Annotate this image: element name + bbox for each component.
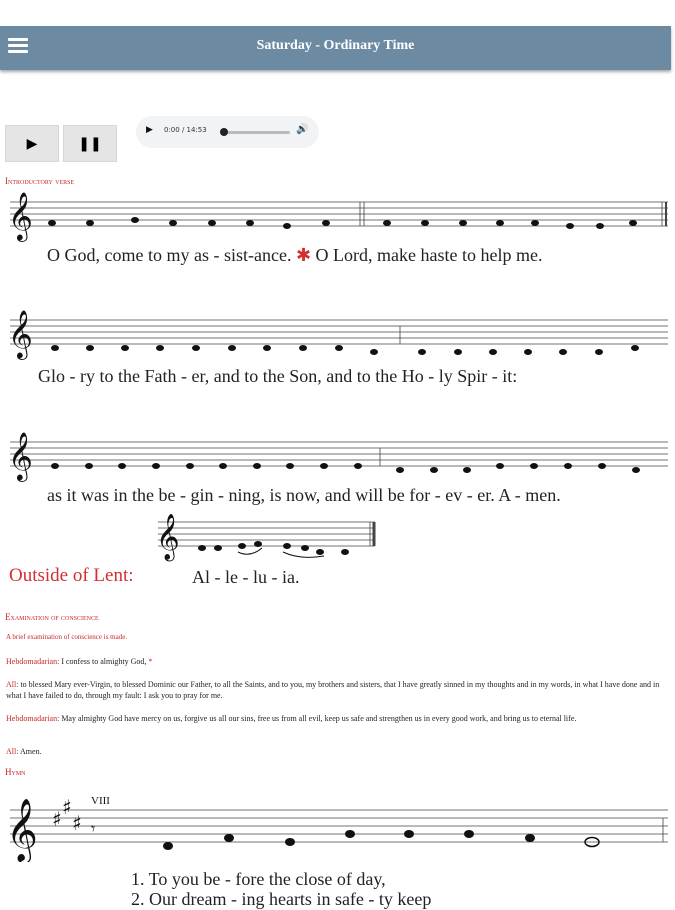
page-title: Saturday - Ordinary Time [256, 38, 415, 53]
confession-text: I confess to almighty God, [61, 657, 147, 666]
music-staff-hymn [0, 790, 675, 862]
lyric-line-1a: O God, come to my as - sist-ance. [47, 245, 292, 265]
lyric-line-1b: O Lord, make haste to help me. [315, 245, 543, 265]
rubric-text: A brief examination of conscience is made. [6, 633, 128, 641]
asterisk-icon: * [148, 657, 153, 666]
lyric-line-1 [47, 245, 542, 266]
audio-play-icon[interactable]: ▶ [146, 125, 153, 135]
audio-seek-thumb[interactable] [220, 128, 228, 136]
treble-clef-icon: 𝄞 [8, 191, 33, 240]
music-staff-1 [0, 190, 675, 250]
speaker-label: Hebdomadarian: [6, 714, 60, 723]
section-label-hymn: Hymn [5, 767, 26, 777]
lyric-line-2: Glo - ry to the Fath - er, and to the Son, and to the Ho - ly Spir - it: [38, 366, 518, 386]
speaker-label: Hebdomadarian: [6, 657, 60, 666]
rest-icon: 𝄾 [91, 819, 96, 838]
treble-clef-icon: 𝄞 [156, 514, 180, 560]
app-bar [0, 26, 671, 70]
pause-button[interactable] [63, 125, 117, 162]
volume-icon[interactable]: 🔊 [296, 124, 309, 135]
sharp-icon: ♯ [52, 807, 62, 831]
asterisk-icon: ✱ [295, 245, 312, 265]
hymn-lyric-line-1: 1. To you be - fore the close of day, [131, 869, 386, 889]
play-icon: ▶ [26, 135, 38, 152]
speaker-label: All: [6, 680, 19, 689]
play-button[interactable] [5, 125, 59, 162]
alleluia-lyric: Al - le - lu - ia. [192, 567, 300, 587]
audio-seek-track[interactable] [222, 131, 290, 134]
absolution-text: May almighty God have mercy on us, forgive us all our sins, free us from all evil, keep us safe and strengthen us in every good work, and bring us to eternal life. [61, 714, 577, 723]
audio-time: 0:00 / 14:53 [164, 126, 207, 134]
confession-text: to blessed Mary ever-Virgin, to blessed Dominic our Father, to all the Saints, and to you, my brothers and sisters, that I have greatly sinned in my thoughts and in my words, in what I have done and in what I have failed to do, through my fault: I ask you to pray for me. [6, 680, 660, 700]
outside-of-lent-label: Outside of Lent: [9, 565, 134, 586]
treble-clef-icon: 𝄞 [6, 798, 38, 861]
confession-line-1 [6, 656, 670, 667]
mode-label: VIII [91, 795, 110, 807]
pause-icon: ❚❚ [78, 135, 102, 152]
treble-clef-icon: 𝄞 [8, 309, 33, 358]
music-staff-2 [0, 308, 675, 368]
hymn-lyric-line-2: 2. Our dream - ing hearts in safe - ty keep [131, 889, 432, 909]
confession-line-3 [6, 713, 670, 724]
treble-clef-icon: 𝄞 [8, 431, 33, 480]
music-staff-3 [0, 430, 675, 490]
audio-player [136, 116, 319, 148]
confession-line-4 [6, 746, 670, 757]
confession-line-2 [6, 679, 670, 701]
sharp-icon: ♯ [72, 811, 82, 835]
amen-text: Amen. [20, 747, 42, 756]
section-label-introductory-verse: Introductory verse [5, 176, 75, 186]
lyric-line-3: as it was in the be - gin - ning, is now, and will be for - ev - er. A - men. [47, 485, 561, 505]
section-label-examination: Examination of conscience [5, 612, 99, 622]
music-staff-alleluia [150, 510, 385, 562]
sharp-icon: ♯ [62, 795, 72, 819]
speaker-label: All: [6, 747, 19, 756]
